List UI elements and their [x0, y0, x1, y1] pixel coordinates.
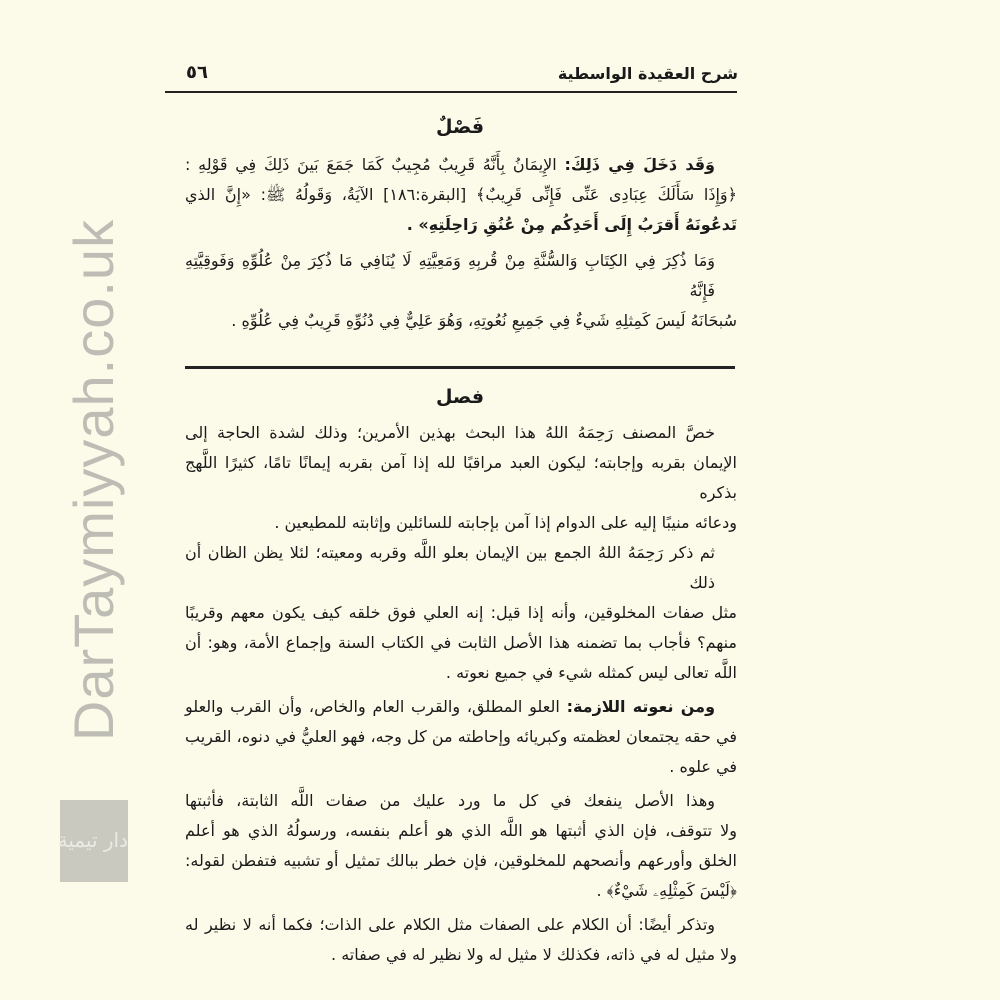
running-header [178, 60, 738, 90]
text-line: ولا تتوقف، فإن الذي أثبتها هو اللَّه الذي هو أعلم بنفسه، ورسولُهُ الذي هو أعلم [185, 821, 737, 840]
matn-text [185, 150, 737, 336]
text-line: مثل صفات المخلوقين، وأنه إذا قيل: إنه العلي فوق خلقه كيف يكون معهم وقريبًا [185, 603, 737, 622]
line-text: العلو المطلق، والقرب العام والخاص، وأن القرب والعلو [185, 697, 560, 716]
text-line: خصَّ المصنف رَحِمَهُ اللهُ هذا البحث بهذين الأمرين؛ وذلك لشدة الحاجة إلى [185, 423, 715, 442]
text-line: وَمَا ذُكِرَ فِي الكِتَابِ وَالسُّنَّةِ مِنْ قُربِهِ وَمَعِيَّتِهِ لَا يُنَافِي مَا ذُكِرَ مِنْ عُلُوِّهِ وَفَوقِيَّتِهِ فَإِنَّهُ [185, 251, 715, 300]
section-heading: فصل [435, 386, 485, 408]
text-line: ولا مثيل له في ذاته، فكذلك لا مثيل له ولا نظير له في صفاته . [331, 945, 737, 964]
header-rule [165, 91, 737, 93]
text-line: وتذكر أيضًا: أن الكلام على الصفات مثل الكلام على الذات؛ فكما أنه لا نظير له [185, 915, 715, 934]
book-title: شرح العقيدة الواسطية [557, 64, 738, 83]
quran-verse: ﴿لَيْسَ كَمِثْلِهِۦ شَيْءٌ﴾ . [596, 881, 737, 900]
text-line: في علوه . [669, 757, 737, 776]
text-line [185, 692, 737, 722]
line-text: الإِيمَانُ بِأَنَّهُ قَرِيبٌ مُجِيبٌ كَمَا جَمَعَ بَينَ ذَلِكَ فِي قَوْلِهِ : [185, 155, 557, 174]
text-line: ودعائه منيبًا إليه على الدوام إذا آمن بإجابته للسائلين وإثابته للمطيعين . [274, 513, 737, 532]
text-line: سُبحَانَهُ لَيسَ كَمِثلِهِ شَيءٌ فِي جَمِيعِ نُعُوتِهِ، وَهُوَ عَلِيٌّ فِي دُنُوِّهِ قَرِيبٌ فِي عُلُوِّهِ . [231, 311, 737, 330]
lead-phrase: ومن نعوته اللازمة: [566, 697, 716, 716]
text-line: ﴿وَإِذَا سَأَلَكَ عِبَادِى عَنِّى فَإِنِّى قَرِيبٌ﴾ [البقرة:١٨٦] الآيَةُ، وَقَولُهُ ﷺ: «إِنَّ الذي [185, 185, 737, 204]
section-divider [185, 366, 735, 369]
text-line: منهم؟ فأجاب بما تضمنه هذا الأصل الثابت في الكتاب السنة وإجماع الأمة، وهو: أن [185, 633, 737, 652]
section-heading: فَصْلٌ [435, 116, 485, 138]
text-line: وهذا الأصل ينفعك في كل ما ورد عليك من صفات اللَّه الثابتة، فأثبتها [185, 791, 715, 810]
page-number: ٥٦ [186, 62, 208, 83]
watermark-logo [57, 800, 128, 882]
text-line [185, 150, 737, 180]
text-line: الإيمان بقربه وإجابته؛ ليكون العبد مراقبًا لله إذا آمن بقربه إيمانًا تامًا، كثيرًا اللَّهج بذكره [185, 453, 737, 502]
watermark-logo-text: دار تيمية [57, 828, 128, 852]
watermark-text: DarTaymiyyah.co.uk [62, 218, 125, 742]
text-line: في حقه يجتمعان لعظمته وكبريائه وإحاطته من كل وجه، فهو العليُّ في دنوه، القريب [185, 727, 737, 746]
text-line: الخلق وأورعهم وأنصحهم للمخلوقين، فإن خطر ببالك تمثيل أو تشبيه فتفطن لقوله: [185, 851, 737, 870]
text-line: اللَّه تعالى ليس كمثله شيء في جميع نعوته . [445, 663, 737, 682]
commentary-text [185, 418, 737, 970]
text-line: ثم ذكر رَحِمَهُ اللهُ الجمع بين الإيمان بعلو اللَّه وقربه ومعيته؛ لئلا يظن الظان أن ذلك [185, 543, 715, 592]
lead-phrase: وَقَد دَخَلَ فِي ذَلِكَ: [564, 155, 716, 174]
text-line: تَدعُونَهُ أَقرَبُ إِلَى أَحَدِكُم مِنْ عُنُقِ رَاحِلَتِهِ» . [406, 215, 737, 234]
